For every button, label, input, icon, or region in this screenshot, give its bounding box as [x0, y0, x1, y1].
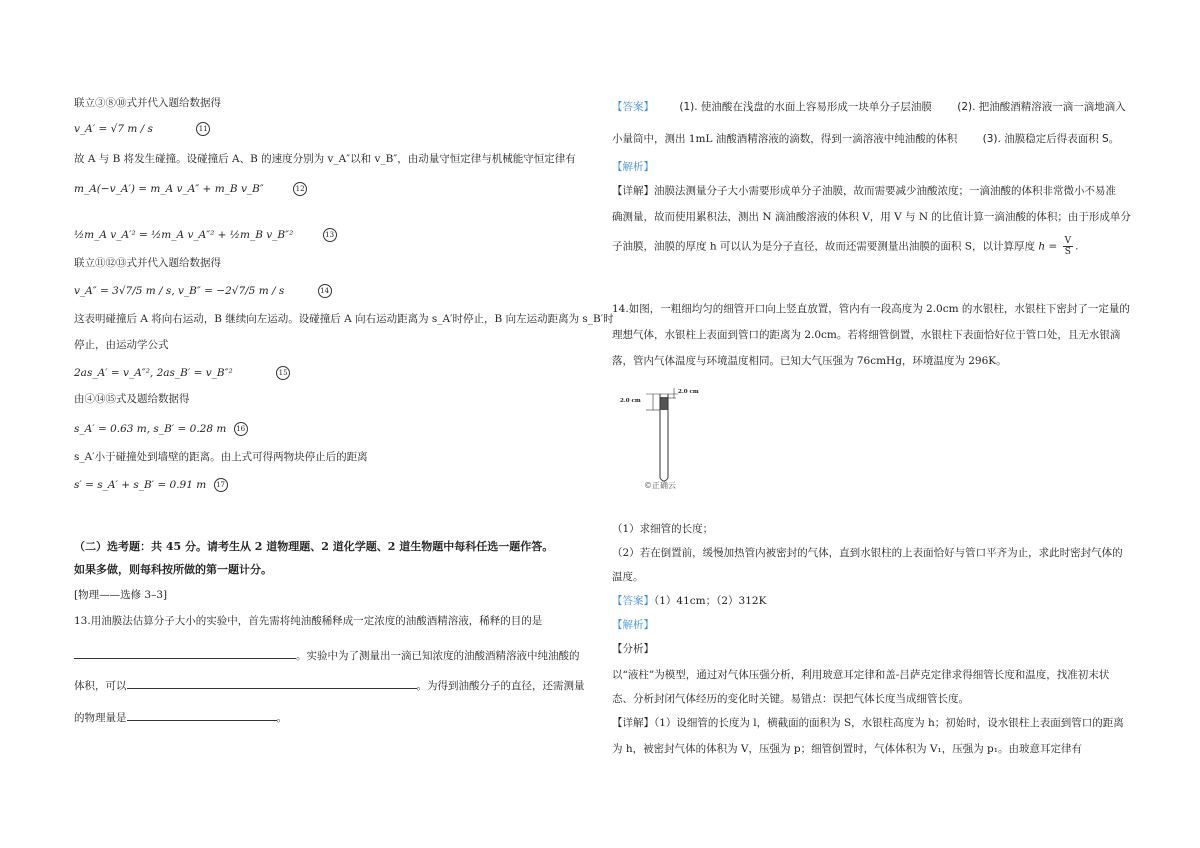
detail-line: 确测量，故而使用累积法，测出 N 滴油酸溶液的体积 V，用 V 与 N 的比值计算一滴油酸的体积；由于形成单分 [612, 211, 1131, 223]
text-line: 联立③⑧⑩式并代入题给数据得 [74, 97, 221, 109]
equation-text: m_A(−v_A′) = m_A v_A″ + m_B v_B″ [74, 183, 264, 195]
question-13-line [74, 678, 585, 693]
text-line: 故 A 与 B 将发生碰撞。设碰撞后 A、B 的速度分别为 v_A″以和 v_B″，由动量守恒定律与机械能守恒定律有 [74, 153, 576, 165]
analysis-tag: 【解析】 [612, 619, 654, 631]
question-13-line [74, 710, 287, 725]
detail-line: 【详解】油膜法测量分子大小需要形成单分子油膜，故而需要减少油酸浓度；一滴油酸的体积非常微小不易准 [612, 185, 1116, 197]
tube-figure [620, 384, 730, 500]
equation-number: 13 [323, 228, 337, 242]
detail-line: 为 h，被密封气体的体积为 V，压强为 p；细管倒置时，气体体积为 V₁，压强为 p₁。由玻意耳定律有 [612, 743, 1082, 755]
figure-label: 2.0 cm [620, 398, 641, 404]
text-span: 子油膜，油膜的厚度 h 可以认为是分子直径，故而还需要测量出油膜的面积 S，以计算厚度 [612, 240, 1035, 253]
analysis-tag: 【解析】 [612, 161, 654, 173]
equation-16 [74, 422, 248, 436]
question-14: 理想气体，水银柱上表面到管口的距离为 2.0cm。若将细管倒置，水银柱下表面恰好位于管口处，且无水银滴 [612, 329, 1121, 341]
equation-number: 17 [214, 478, 228, 492]
equation-text: s′ = s_A′ + s_B′ = 0.91 m [74, 479, 207, 491]
answer-blank[interactable] [127, 710, 277, 721]
text-line: 这表明碰撞后 A 将向右运动，B 继续向左运动。设碰撞后 A 向右运动距离为 s_A′时停止，B 向左运动距离为 s_B′时 [74, 313, 614, 325]
text-span: 的物理量是 [74, 712, 127, 724]
equation-17 [74, 478, 228, 492]
section-heading: （二）选考题：共 45 分。请考生从 2 道物理题、2 道化学题、2 道生物题中每科任选一题作答。 [74, 540, 554, 553]
sub-question: 温度。 [612, 571, 644, 583]
equation-text: ½m_A v_A′² = ½m_A v_A″² + ½m_B v_B″² [74, 229, 294, 241]
formula-h: h = [1038, 240, 1058, 253]
text-line: 联立⑪⑫⑬式并代入题给数据得 [74, 257, 221, 269]
answer-blank[interactable] [74, 648, 296, 659]
equation-12 [74, 182, 307, 196]
equation-14 [74, 284, 332, 298]
fraction-denominator: S [1064, 247, 1071, 257]
detail-line: 【详解】（1）设细管的长度为 l，横截面的面积为 S，水银柱高度为 h；初始时，设水银柱上表面到管口的距离 [612, 717, 1124, 729]
module-label: [物理——选修 3–3] [74, 589, 168, 601]
text-span: 。实验中为了测量出一滴已知浓度的油酸酒精溶液中纯油酸的 [296, 650, 580, 662]
figure-label: 2.0 cm [678, 389, 699, 395]
fraction [1063, 236, 1074, 257]
text-line: 由④⑭⑮式及题给数据得 [74, 393, 190, 405]
text-line: 停止，由运动学公式 [74, 339, 169, 351]
text-line: s_A′小于碰撞处到墙壁的距离。由上式可得两物块停止后的距离 [74, 451, 368, 463]
answer-part: (3). 油膜稳定后得表面积 S。 [982, 133, 1120, 145]
watermark: ©正确云 [644, 481, 676, 490]
sub-question: （1）求细管的长度； [612, 523, 714, 535]
text-span: 体积，可以 [74, 680, 127, 692]
fraction-numerator: V [1064, 236, 1072, 246]
text-span: 。为得到油酸分子的直径，还需测量 [416, 680, 585, 692]
answer-line [612, 100, 1126, 114]
answer-blank[interactable] [127, 678, 417, 689]
text-span: 。 [276, 712, 287, 724]
sub-question: （2）若在倒置前，缓慢加热管内被密封的气体，直到水银柱的上表面恰好与管口平齐为止，求此时密封气体的 [612, 547, 1123, 559]
equation-number: 15 [276, 366, 290, 380]
equation-text: v_A″ = 3√7/5 m / s, v_B″ = −2√7/5 m / s [74, 285, 285, 297]
answer-text: （1）41cm；（2）312K [654, 595, 767, 607]
detail-line: 子油膜，油膜的厚度 h 可以认为是分子直径，故而还需要测量出油膜的面积 S，以计算厚度 h = $\frac{V}{S}$ . [612, 236, 1079, 257]
equation-text: 2as_A′ = v_A″², 2as_B′ = v_B″² [74, 367, 233, 379]
equation-text: s_A′ = 0.63 m, s_B′ = 0.28 m [74, 423, 227, 435]
analysis-line: 态、分析封闭气体经历的变化时关键。易错点：误把气体长度当成细管长度。 [612, 693, 969, 705]
question-13-line [74, 648, 580, 663]
answer-line [612, 594, 766, 608]
equation-11 [74, 122, 210, 136]
equation-15 [74, 366, 290, 380]
answer-part: (1). 使油酸在浅盘的水面上容易形成一块单分子层油膜 [679, 101, 932, 113]
analysis-heading: 【分析】 [612, 643, 654, 655]
equation-text: v_A′ = √7 m / s [74, 123, 153, 135]
answer-tag: 【答案】 [612, 595, 654, 607]
analysis-line: 以“液柱”为模型，通过对气体压强分析，利用玻意耳定律和盖-吕萨克定律求得细管长度和温度，找准初末状 [612, 669, 1110, 681]
equation-number: 12 [293, 182, 307, 196]
section-heading: 如果多做，则每科按所做的第一题计分。 [74, 563, 272, 576]
equation-number: 14 [318, 284, 332, 298]
equation-number: 11 [196, 122, 210, 136]
answer-part: 小量筒中，测出 1mL 油酸酒精溶液的滴数，得到一滴溶液中纯油酸的体积 [612, 133, 958, 145]
answer-tag: 【答案】 [612, 101, 654, 113]
question-14: 14.如图，一粗细均匀的细管开口向上竖直放置，管内有一段高度为 2.0cm 的水银柱，水银柱下密封了一定量的 [612, 303, 1130, 315]
question-13: 13.用油膜法估算分子大小的实验中，首先需将纯油酸稀释成一定浓度的油酸酒精溶液，稀释的目的是 [74, 615, 543, 627]
question-14: 落，管内气体温度与环境温度相同。已知大气压强为 76cmHg，环境温度为 296K。 [612, 355, 1007, 367]
answer-part: (2). 把油酸酒精溶液一滴一滴地滴入 [957, 101, 1126, 113]
mercury-column [661, 397, 668, 410]
equation-13 [74, 228, 337, 242]
answer-line [612, 132, 1119, 146]
equation-number: 16 [234, 422, 248, 436]
